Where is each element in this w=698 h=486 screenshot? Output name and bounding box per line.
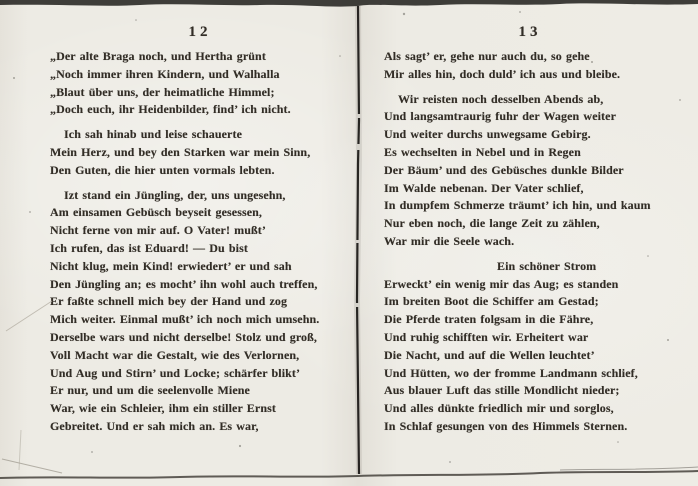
poem-line: Die Pferde traten folgsam in die Fähre, xyxy=(384,312,594,327)
page-number-right: 13 xyxy=(518,24,542,40)
poem-line: Ein schöner Strom xyxy=(497,258,597,273)
poem-line: Im Walde nebenan. Der Vater schlief, xyxy=(384,180,584,195)
poem-line: Ich rufen, das ist Eduard! — Du bist xyxy=(50,240,248,255)
paper-crease xyxy=(6,301,52,331)
page-number-left: 12 xyxy=(188,24,212,40)
poem-line: Nicht ferne von mir auf. O Vater! mußt’ xyxy=(50,223,266,238)
poem-line: Gebreitet. Und er sah mich an. Es war, xyxy=(50,418,259,433)
poem-line: War, wie ein Schleier, ihm ein stiller Ernst xyxy=(50,401,276,416)
poem-line: Izt stand ein Jüngling, der, uns ungesehn, xyxy=(64,187,286,202)
poem-line: Er faßte schnell mich bey der Hand und zog xyxy=(50,294,288,309)
stanza xyxy=(50,48,350,119)
poem-line: Ich sah hinab und leise schauerte xyxy=(64,127,242,142)
poem-line: Die Nacht, und auf die Wellen leuchtet’ xyxy=(384,347,595,362)
poem-line: Und alles dünkte friedlich mir und sorglos, xyxy=(384,401,614,416)
left-page-edge xyxy=(19,430,21,470)
poem-line: Nur eben noch, die lange Zeit zu zählen, xyxy=(384,216,600,231)
poem-line: Mich weiter. Einmal mußt’ ich noch mich umsehn. xyxy=(50,312,320,327)
page-right xyxy=(384,0,676,486)
poem-line: Erweckt’ ein wenig mir das Aug; es standen xyxy=(384,276,619,291)
poem-line: Und langsamtraurig fuhr der Wagen weiter xyxy=(384,109,617,124)
poem-line: Als sagt’ er, gehe nur auch du, so gehe xyxy=(384,49,590,63)
poem-line: War mir die Seele wach. xyxy=(384,233,515,248)
poem-line: Mir alles hin, doch duld’ ich aus und bleibe. xyxy=(384,66,621,81)
stanza xyxy=(384,91,676,251)
poem-line: Und weiter durchs unwegsame Gebirg. xyxy=(384,127,591,142)
poem-line: In Schlaf gesungen von des Himmels Sternen. xyxy=(384,418,628,433)
poem-line: „Noch immer ihren Kindern, und Walhalla xyxy=(50,66,280,81)
poem-line: Wir reisten noch desselben Abends ab, xyxy=(398,91,604,106)
poem-line: Und Aug und Stirn’ und Locke; schärfer blikt’ xyxy=(50,365,301,380)
poem-line: Der Bäum’ und des Gebüsches dunkle Bilder xyxy=(384,162,624,177)
poem-line: Voll Macht war die Gestalt, wie des Verlornen, xyxy=(50,347,300,362)
poem-line: Mein Herz, und bey den Starken war mein Sinn, xyxy=(50,144,311,159)
poem-line: Aus blauer Luft das stille Mondlicht nieder; xyxy=(384,383,620,398)
poem-line: Und ruhig schifften wir. Erheitert war xyxy=(384,329,589,344)
stanza xyxy=(384,48,676,84)
stanza xyxy=(50,187,350,436)
page-left xyxy=(50,0,350,486)
poem-line: Den Guten, die hier unten vormals lebten. xyxy=(50,162,275,177)
poem-line: „Der alte Braga noch, und Hertha grünt xyxy=(50,49,266,63)
gutter-shadow xyxy=(357,6,359,474)
poem-line: Derselbe wars und nicht derselbe! Stolz und groß, xyxy=(50,329,318,344)
poem-line: Und Hütten, wo der fromme Landmann schlief, xyxy=(384,365,638,380)
stanza xyxy=(384,258,676,436)
poem-line: Am einsamen Gebüsch beyseit gesessen, xyxy=(50,205,263,220)
poem-line: Es wechselten in Nebel und in Regen xyxy=(384,144,581,159)
poem-line: In dumpfem Schmerze träumt’ ich hin, und kaum xyxy=(384,198,651,213)
page-right-text xyxy=(384,48,676,443)
poem-line: Den Jüngling an; es mocht’ ihn wohl auch treffen, xyxy=(50,276,318,291)
poem-line: „Doch euch, ihr Heidenbilder, find’ ich nicht. xyxy=(50,102,291,117)
poem-line: Er nur, und um die seelenvolle Miene xyxy=(50,383,250,398)
poem-line: Nicht klug, mein Kind! erwiedert’ er und sah xyxy=(50,258,292,273)
page-left-text xyxy=(50,48,350,443)
stanza xyxy=(50,126,350,179)
poem-line: „Blaut über uns, der heimatliche Himmel; xyxy=(50,84,275,99)
gutter-fold-line xyxy=(357,6,359,474)
poem-line: Im breiten Boot die Schiffer am Gestad; xyxy=(384,294,599,309)
